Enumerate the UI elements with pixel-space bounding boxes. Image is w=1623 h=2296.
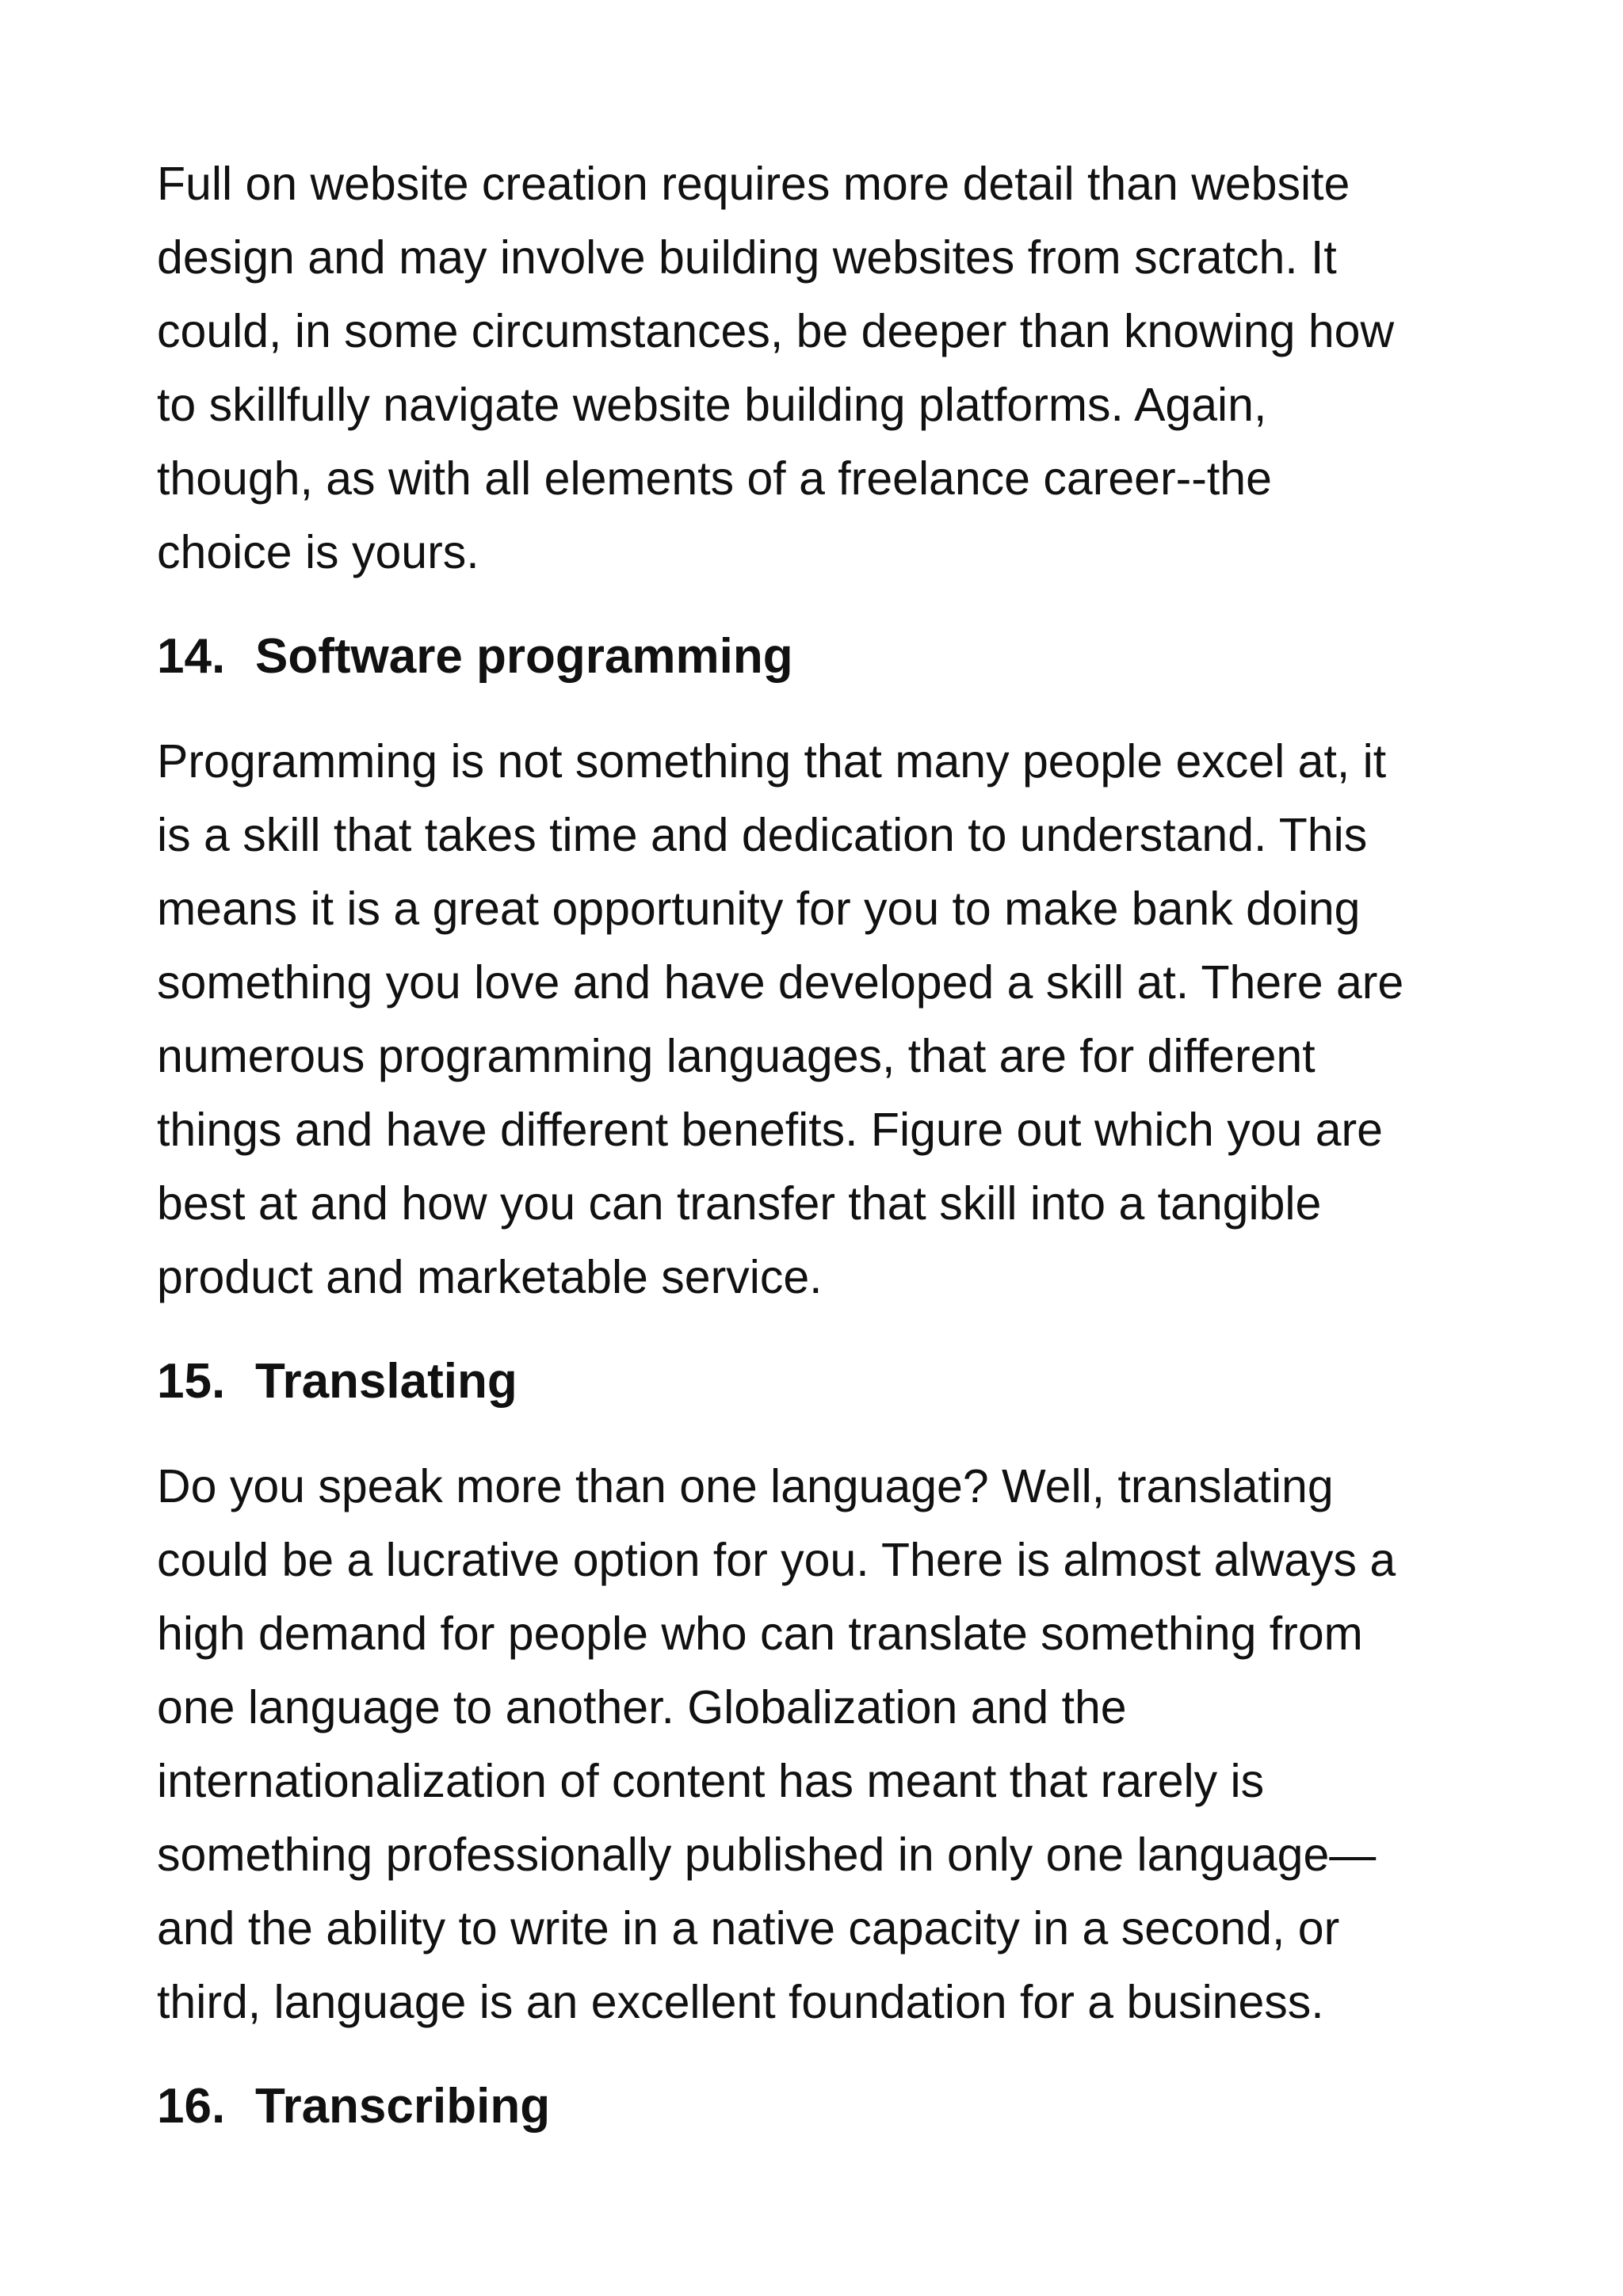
text-line: design and may involve building websites from scratch. It: [157, 231, 1337, 284]
paragraph-translating: [157, 1450, 1504, 2039]
text-line: something professionally published in only one language—: [157, 1829, 1377, 1881]
text-line: means it is a great opportunity for you to make bank doing: [157, 883, 1361, 935]
heading-translating: [157, 1344, 1504, 1418]
text-line: is a skill that takes time and dedication to understand. This: [157, 809, 1368, 861]
text-line: high demand for people who can translate something from: [157, 1608, 1363, 1660]
text-line: internationalization of content has meant that rarely is: [157, 1755, 1265, 1807]
text-line: could, in some circumstances, be deeper than knowing how: [157, 305, 1395, 357]
heading-transcribing: [157, 2069, 1504, 2143]
text-line: and the ability to write in a native capacity in a second, or: [157, 1902, 1340, 1955]
heading-title: Translating: [255, 1354, 517, 1409]
text-line: things and have different benefits. Figure out which you are: [157, 1104, 1383, 1156]
heading-software-programming: [157, 620, 1504, 693]
document-page: [157, 147, 1504, 2143]
text-line: best at and how you can transfer that skill into a tangible: [157, 1177, 1322, 1230]
text-line: numerous programming languages, that are for different: [157, 1030, 1316, 1082]
paragraph-website-creation: [157, 147, 1504, 589]
text-line: something you love and have developed a skill at. There are: [157, 956, 1404, 1009]
heading-number: 14.: [157, 629, 226, 684]
text-line: Programming is not something that many people excel at, it: [157, 735, 1387, 788]
text-line: one language to another. Globalization and the: [157, 1681, 1127, 1733]
text-line: to skillfully navigate website building platforms. Again,: [157, 379, 1267, 431]
heading-title: Transcribing: [255, 2079, 551, 2134]
text-line: could be a lucrative option for you. There is almost always a: [157, 1534, 1396, 1586]
text-line: though, as with all elements of a freelance career--the: [157, 452, 1272, 505]
heading-number: 16.: [157, 2079, 226, 2134]
heading-title: Software programming: [255, 629, 793, 684]
text-line: Do you speak more than one language? Well, translating: [157, 1460, 1334, 1512]
heading-number: 15.: [157, 1354, 226, 1409]
text-line: product and marketable service.: [157, 1251, 823, 1303]
paragraph-software-programming: [157, 725, 1504, 1314]
text-line: choice is yours.: [157, 526, 479, 578]
text-line: third, language is an excellent foundation for a business.: [157, 1976, 1324, 2028]
text-line: Full on website creation requires more detail than website: [157, 158, 1350, 210]
